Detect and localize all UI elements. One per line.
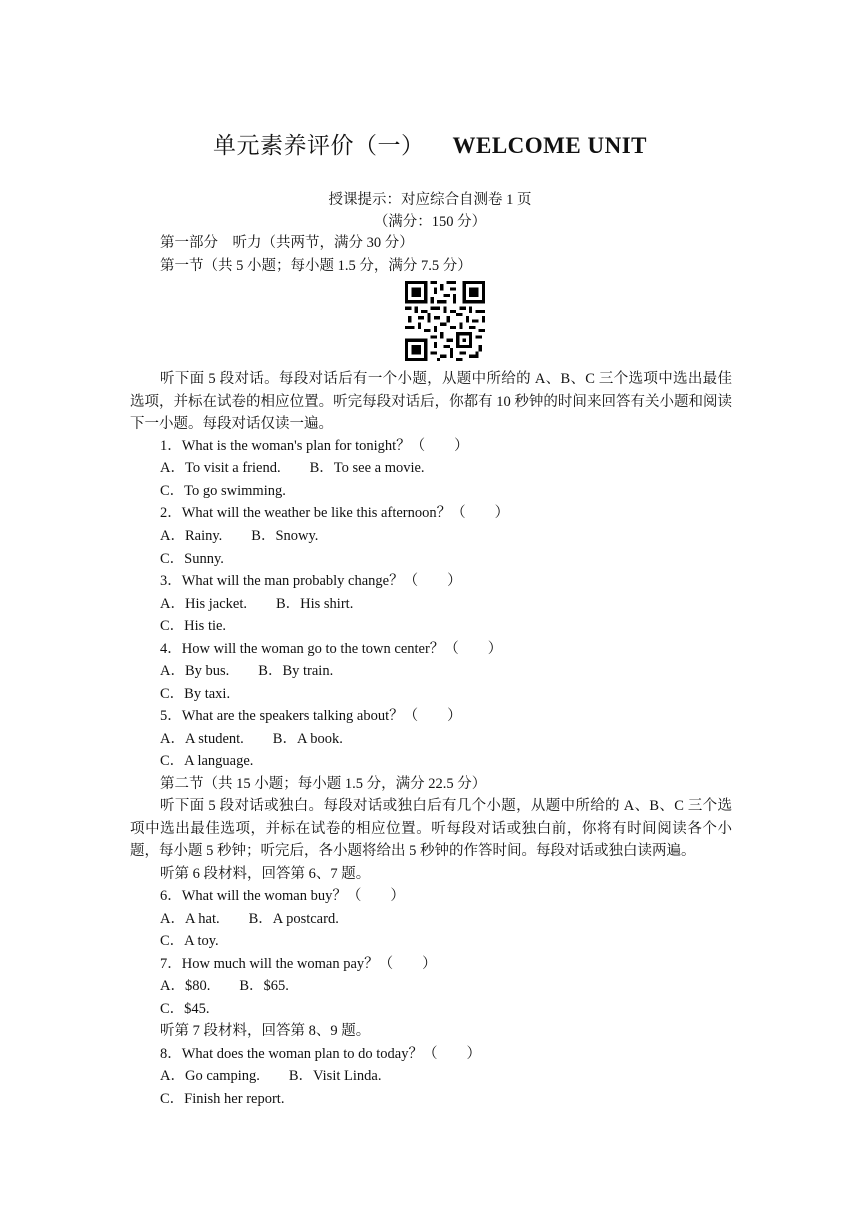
section-one-heading: 第一节（共 5 小题；每小题 1.5 分，满分 7.5 分） (160, 258, 472, 274)
title-chinese: 单元素养评价（一） (213, 133, 425, 159)
question-8-option-c: C．Finish her report. (160, 1091, 285, 1107)
question-8-options-ab: A．Go camping. B．Visit Linda. (160, 1068, 382, 1084)
question-6-options-ab: A．A hat. B．A postcard. (160, 911, 339, 927)
qr-code-icon (405, 281, 485, 361)
part-one-heading: 第一部分 听力（共两节，满分 30 分） (160, 235, 414, 251)
question-2-option-c: C．Sunny. (160, 551, 224, 567)
question-6: 6．What will the woman buy？（ ） (160, 888, 405, 904)
question-5-option-c: C．A language. (160, 753, 254, 769)
question-3: 3．What will the man probably change？（ ） (160, 573, 462, 589)
question-1: 1．What is the woman's plan for tonight？（ ） (160, 438, 469, 454)
question-5-options-ab: A．A student. B．A book. (160, 731, 343, 747)
question-2-options-ab: A．Rainy. B．Snowy. (160, 528, 319, 544)
question-7-options-ab: A．$80. B．$65. (160, 978, 289, 994)
material-7-instruction: 听第 7 段材料，回答第 8、9 题。 (160, 1023, 371, 1039)
question-4-options-ab: A．By bus. B．By train. (160, 663, 334, 679)
question-6-option-c: C．A toy. (160, 933, 219, 949)
question-4-option-c: C．By taxi. (160, 686, 231, 702)
section-two-heading: 第二节（共 15 小题；每小题 1.5 分，满分 22.5 分） (160, 776, 487, 792)
question-7-option-c: C．$45. (160, 1001, 210, 1017)
question-3-options-ab: A．His jacket. B．His shirt. (160, 596, 354, 612)
question-1-options-ab: A．To visit a friend. B．To see a movie. (160, 460, 425, 476)
material-6-instruction: 听第 6 段材料，回答第 6、7 题。 (160, 866, 371, 882)
section-one-instructions: 听下面 5 段对话。每段对话后有一个小题，从题中所给的 A、B、C 三个选项中选出最佳选项，并标在试卷的相应位置。听完每段对话后，你都有 10 秒钟的时间来回答有关小题和阅读下一小题。每段对话仅读一遍。 (130, 371, 732, 433)
question-2: 2．What will the weather be like this afternoon？（ ） (160, 505, 510, 521)
title-english: WELCOME UNIT (452, 133, 647, 158)
page-title (0, 131, 860, 161)
question-4: 4．How will the woman go to the town center？（ ） (160, 641, 503, 657)
question-5: 5．What are the speakers talking about？（ ） (160, 708, 462, 724)
section-two-instructions: 听下面 5 段对话或独白。每段对话或独白后有几个小题，从题中所给的 A、B、C 三个选项中选出最佳选项，并标在试卷的相应位置。听每段对话或独白前，你将有时间阅读各个小题，每小题 5 秒钟；听完后，各小题将给出 5 秒钟的作答时间。每段对话或独白读两遍。 (130, 798, 732, 860)
teaching-hint: 授课提示：对应综合自测卷 1 页 (328, 192, 532, 208)
full-score: （满分：150 分） (373, 214, 487, 230)
question-7: 7．How much will the woman pay？（ ） (160, 956, 437, 972)
question-3-option-c: C．His tie. (160, 618, 227, 634)
question-8: 8．What does the woman plan to do today？（ ） (160, 1046, 481, 1062)
question-1-option-c: C．To go swimming. (160, 483, 286, 499)
